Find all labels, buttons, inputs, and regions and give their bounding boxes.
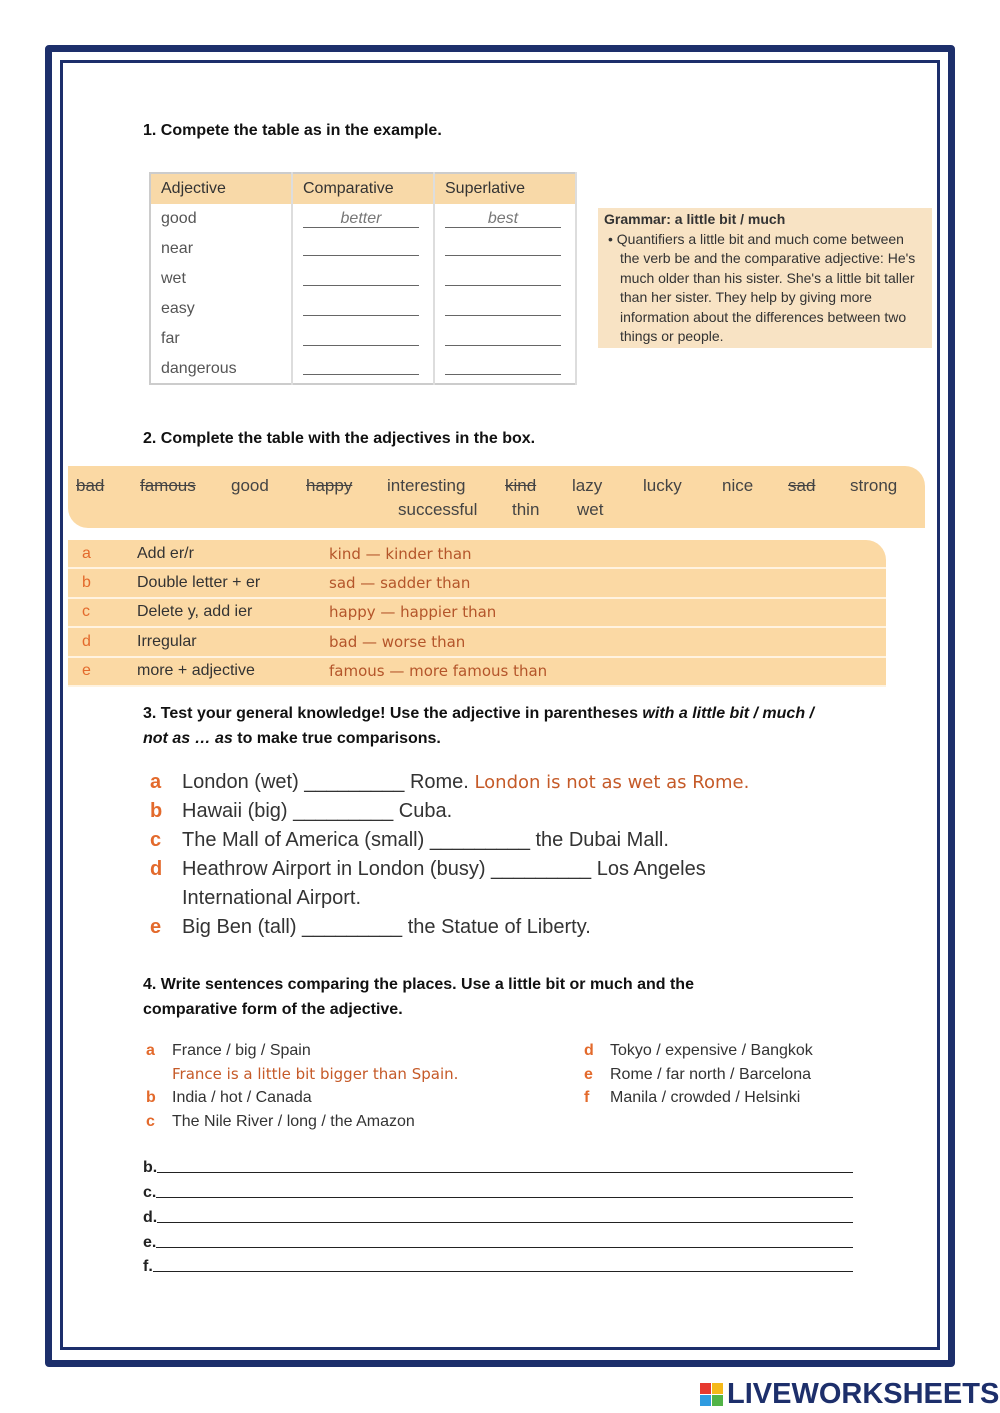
word: kind bbox=[505, 476, 537, 495]
q1-title: 1. Compete the table as in the example. bbox=[143, 122, 442, 139]
rule-example[interactable]: happy — happier than bbox=[329, 603, 497, 622]
item-text: International Airport. bbox=[182, 887, 361, 909]
rule-letter: c bbox=[82, 603, 90, 621]
line-label: b. bbox=[143, 1159, 158, 1176]
rule-row bbox=[68, 569, 886, 598]
logo-icon bbox=[700, 1383, 723, 1406]
comparative-input[interactable] bbox=[303, 298, 419, 316]
adj-cell: dangerous bbox=[150, 354, 292, 384]
word: good bbox=[231, 476, 269, 495]
superlative-input: best bbox=[445, 210, 561, 228]
item-text: Rome / far north / Barcelona bbox=[610, 1065, 811, 1083]
item-text: Big Ben (tall) _________ the Statue of Liberty. bbox=[182, 916, 591, 938]
item-letter: c bbox=[146, 1112, 155, 1130]
item-text: France / big / Spain bbox=[172, 1042, 311, 1059]
superlative-input[interactable] bbox=[445, 357, 561, 375]
line-label: e. bbox=[143, 1234, 157, 1251]
word: thin bbox=[512, 500, 540, 519]
rule-letter: e bbox=[82, 662, 91, 680]
answer-line-d[interactable] bbox=[143, 1209, 853, 1227]
rule-example[interactable]: famous — more famous than bbox=[329, 662, 548, 681]
comparative-input[interactable] bbox=[303, 268, 419, 286]
example-answer: London is not as wet as Rome. bbox=[474, 772, 750, 793]
rule-letter: a bbox=[82, 544, 91, 562]
item-letter: c bbox=[150, 829, 162, 851]
superlative-input[interactable] bbox=[445, 298, 561, 316]
line-label: c. bbox=[143, 1184, 157, 1201]
rule-row bbox=[68, 628, 886, 657]
item-text: The Mall of America (small) _________ the Dubai Mall. bbox=[182, 829, 669, 851]
rule-text: Add er/r bbox=[137, 544, 194, 562]
rule-row bbox=[68, 540, 886, 569]
item-letter: d bbox=[584, 1042, 594, 1059]
word: sad bbox=[788, 476, 816, 495]
word: famous bbox=[140, 476, 196, 495]
item-text: India / hot / Canada bbox=[172, 1089, 312, 1106]
q3-list bbox=[150, 768, 749, 942]
word: lazy bbox=[572, 476, 603, 495]
answer-line-f[interactable] bbox=[143, 1258, 853, 1276]
answer-line-c[interactable] bbox=[143, 1184, 853, 1202]
rule-example[interactable]: kind — kinder than bbox=[329, 544, 472, 563]
comparative-input[interactable] bbox=[303, 328, 419, 346]
grammar-box: Grammar: a little bit / much • Quantifiers a little bit and much come between the verb be and the comparative adjective: He's much older than his sister. She's a little bit taller than her sister. They help by giving more information about the differences between two things or people. bbox=[598, 208, 932, 348]
item-text: Heathrow Airport in London (busy) _________ Los Angeles bbox=[182, 858, 706, 880]
rule-letter: d bbox=[82, 632, 91, 650]
q2-title: 2. Complete the table with the adjectives in the box. bbox=[143, 430, 536, 447]
rule-text: Delete y, add ier bbox=[137, 603, 253, 621]
example-answer: France is a little bit bigger than Spain. bbox=[172, 1064, 459, 1083]
q3-item bbox=[150, 855, 749, 884]
item-letter: a bbox=[146, 1042, 155, 1059]
q3-title-part: 3. Test your general knowledge! Use the adjective in parentheses bbox=[143, 705, 643, 722]
item-letter: e bbox=[150, 916, 162, 938]
item-text: Manila / crowded / Helsinki bbox=[610, 1089, 801, 1106]
header-adjective: Adjective bbox=[150, 173, 292, 204]
adj-cell: easy bbox=[150, 294, 292, 324]
header-comparative: Comparative bbox=[292, 173, 434, 204]
comparative-input[interactable] bbox=[303, 357, 419, 375]
q3-item bbox=[150, 913, 749, 942]
logo-text: LIVEWORKSHEETS bbox=[727, 1378, 1000, 1410]
word: happy bbox=[306, 476, 353, 495]
q3-title-part: to make true comparisons. bbox=[232, 730, 441, 747]
item-text: Tokyo / expensive / Bangkok bbox=[610, 1042, 813, 1059]
word: strong bbox=[850, 476, 898, 495]
word: lucky bbox=[643, 476, 682, 495]
rule-example[interactable]: bad — worse than bbox=[329, 632, 466, 651]
word-box bbox=[68, 466, 925, 528]
rule-row bbox=[68, 658, 886, 687]
rule-row bbox=[68, 599, 886, 628]
rule-letter: b bbox=[82, 574, 91, 592]
adjective-table bbox=[149, 172, 577, 385]
q3-item bbox=[150, 797, 749, 826]
q3-title bbox=[143, 701, 843, 751]
q4-title: 4. Write sentences comparing the places. Use a little bit or much and the comparative form of the adjective. bbox=[143, 976, 694, 1018]
item-letter: f bbox=[584, 1089, 590, 1106]
word: bad bbox=[76, 476, 105, 495]
word: interesting bbox=[387, 476, 466, 495]
table-row bbox=[150, 234, 576, 264]
item-letter: b bbox=[150, 800, 163, 822]
rule-text: more + adjective bbox=[137, 662, 255, 680]
item-letter: d bbox=[150, 858, 163, 880]
header-superlative: Superlative bbox=[434, 173, 576, 204]
adj-cell: far bbox=[150, 324, 292, 354]
answer-line-b[interactable] bbox=[143, 1159, 853, 1177]
rule-text: Irregular bbox=[137, 632, 197, 650]
q3-item bbox=[150, 826, 749, 855]
superlative-input[interactable] bbox=[445, 328, 561, 346]
item-letter: b bbox=[146, 1089, 156, 1106]
comparative-input: better bbox=[303, 210, 419, 228]
q4-list-right bbox=[584, 1039, 813, 1110]
grammar-title: Grammar: a little bit / much bbox=[604, 211, 786, 227]
table-row bbox=[150, 204, 576, 234]
q4-list-left bbox=[146, 1039, 458, 1133]
rules-table bbox=[68, 540, 886, 687]
line-label: f. bbox=[143, 1258, 153, 1275]
q3-title-italic: with a little bit / much / not as … as bbox=[143, 705, 814, 747]
adj-cell: good bbox=[150, 204, 292, 234]
word: nice bbox=[722, 476, 754, 495]
adj-cell: near bbox=[150, 234, 292, 264]
item-text: London (wet) _________ Rome. bbox=[182, 771, 469, 793]
table-row bbox=[150, 354, 576, 384]
adj-cell: wet bbox=[150, 264, 292, 294]
table-row bbox=[150, 264, 576, 294]
liveworksheets-logo bbox=[700, 1378, 999, 1411]
item-text: The Nile River / long / the Amazon bbox=[172, 1112, 415, 1130]
q3-item bbox=[150, 768, 749, 797]
answer-line-e[interactable] bbox=[143, 1234, 853, 1252]
rule-example[interactable]: sad — sadder than bbox=[329, 574, 471, 593]
q3-item bbox=[150, 884, 749, 913]
item-letter: e bbox=[584, 1065, 593, 1083]
word: successful bbox=[398, 500, 478, 519]
comparative-input[interactable] bbox=[303, 238, 419, 256]
item-text: Hawaii (big) _________ Cuba. bbox=[182, 800, 453, 822]
rule-text: Double letter + er bbox=[137, 574, 261, 592]
superlative-input[interactable] bbox=[445, 268, 561, 286]
grammar-text: Quantifiers a little bit and much come between the verb be and the comparative adjective: He's much older than his sister. She's a little bit taller than her sister. They help by giving more information about the differences between two things or people. bbox=[616, 230, 916, 344]
superlative-input[interactable] bbox=[445, 238, 561, 256]
table-row bbox=[150, 324, 576, 354]
line-label: d. bbox=[143, 1209, 158, 1226]
item-letter: a bbox=[150, 771, 162, 793]
table-row bbox=[150, 294, 576, 324]
word: wet bbox=[577, 500, 604, 519]
